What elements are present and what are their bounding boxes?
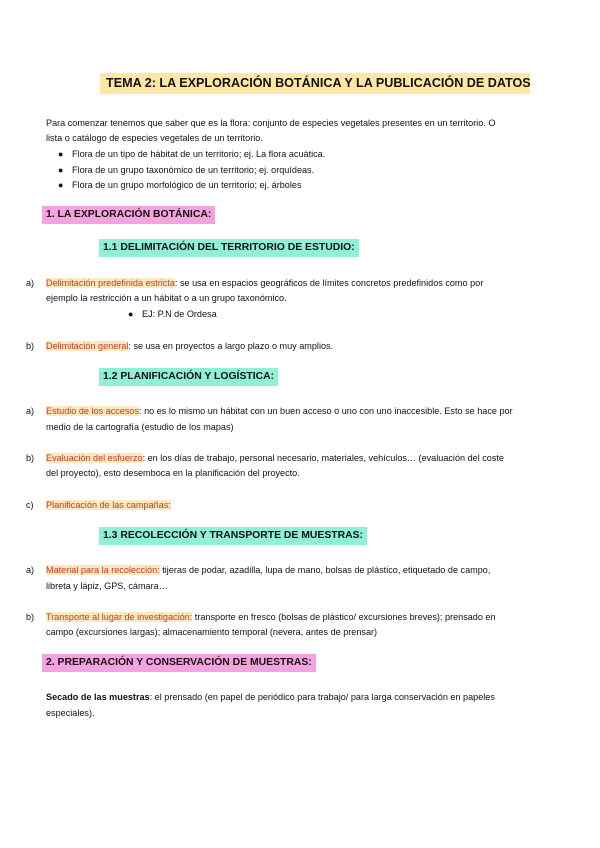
intro-bullet: ● Flora de un grupo taxonómico de un territorio; ej. orquídeas. [58, 162, 314, 178]
item-continuation: campo (excursiones largas); almacenamiento temporal (nevera, antes de prensar) [46, 627, 378, 637]
item-transporte: Transporte al lugar de investigación: transporte en fresco (bolsas de plástico/ excursiones breves); prensado en [46, 612, 496, 622]
subsection-heading-1-1: 1.1 DELIMITACIÓN DEL TERRITORIO DE ESTUDIO: [99, 239, 359, 257]
subsection-heading-1-2: 1.2 PLANIFICACIÓN Y LOGÍSTICA: [99, 368, 278, 386]
bullet-icon: ● [58, 165, 64, 175]
item-material-recoleccion: Material para la recolección: tijeras de podar, azadilla, lupa de mano, bolsas de plástico, etiquetado de campo, [46, 565, 491, 575]
item-delimitacion-general: Delimitación general: se usa en proyectos a largo plazo o muy amplios. [46, 341, 334, 351]
item-marker: b) [26, 453, 35, 463]
item-delimitacion-estricta: Delimitación predefinida estricta: se usa en espacios geográficos de límites concretos predefinidos como por [46, 278, 484, 288]
item-marker: a) [26, 565, 35, 575]
bold-term: Secado de las muestras [46, 692, 150, 702]
item-continuation: medio de la cartografía (estudio de los mapas) [46, 422, 234, 432]
highlighted-term: Material para la recolección: [46, 565, 160, 575]
document-title: TEMA 2: LA EXPLORACIÓN BOTÁNICA Y LA PUBLICACIÓN DE DATOS [100, 73, 530, 94]
highlighted-term: Transporte al lugar de investigación: [46, 612, 193, 622]
secado-continuation: especiales). [46, 708, 95, 718]
highlighted-term: Estudio de los accesos [46, 406, 140, 416]
highlighted-term: Evaluación del esfuerzo [46, 453, 143, 463]
item-marker: b) [26, 612, 35, 622]
intro-bullet: ● Flora de un grupo morfológico de un territorio; ej. árboles [58, 177, 302, 193]
intro-line-2: lista o catálogo de especies vegetales de un territorio. [46, 133, 263, 143]
highlighted-term: Delimitación general [46, 341, 129, 351]
item-marker: c) [26, 500, 34, 510]
subsection-heading-1-3: 1.3 RECOLECCIÓN Y TRANSPORTE DE MUESTRAS: [99, 527, 367, 545]
item-marker: a) [26, 406, 35, 416]
intro-bullet: ● Flora de un tipo de hábitat de un territorio; ej. La flora acuática. [58, 146, 325, 162]
item-continuation: ejemplo la restricción a un hábitat o a un grupo taxonómico. [46, 293, 287, 303]
example-bullet: ● EJ: P.N de Ordesa [128, 306, 217, 322]
item-marker: a) [26, 278, 35, 288]
section-heading-2: 2. PREPARACIÓN Y CONSERVACIÓN DE MUESTRAS: [42, 654, 316, 672]
item-evaluacion-esfuerzo: Evaluación del esfuerzo: en los días de trabajo, personal necesario, materiales, vehículos… (evaluación del coste [46, 453, 504, 463]
highlighted-term: Delimitación predefinida estricta [46, 278, 175, 288]
item-continuation: del proyecto), esto desemboca en la planificación del proyecto. [46, 468, 300, 478]
section-heading-1: 1. LA EXPLORACIÓN BOTÁNICA: [42, 206, 215, 224]
intro-line-1: Para comenzar tenemos que saber que es la flora: conjunto de especies vegetales presentes en un territorio. O [46, 118, 496, 128]
bullet-icon: ● [58, 180, 64, 190]
highlighted-term: Planificación de las campañas: [46, 500, 171, 510]
item-continuation: libreta y lápiz, GPS, cámara… [46, 581, 168, 591]
item-estudio-accesos: Estudio de los accesos: no es lo mismo un hábitat con un buen acceso o uno con uno inaccesible. Esto se hace por [46, 406, 513, 416]
secado-paragraph: Secado de las muestras: el prensado (en papel de periódico para trabajo/ para larga conservación en papeles [46, 692, 495, 702]
bullet-icon: ● [128, 309, 134, 319]
item-marker: b) [26, 341, 35, 351]
bullet-icon: ● [58, 149, 64, 159]
item-planificacion-campanas [46, 497, 171, 513]
